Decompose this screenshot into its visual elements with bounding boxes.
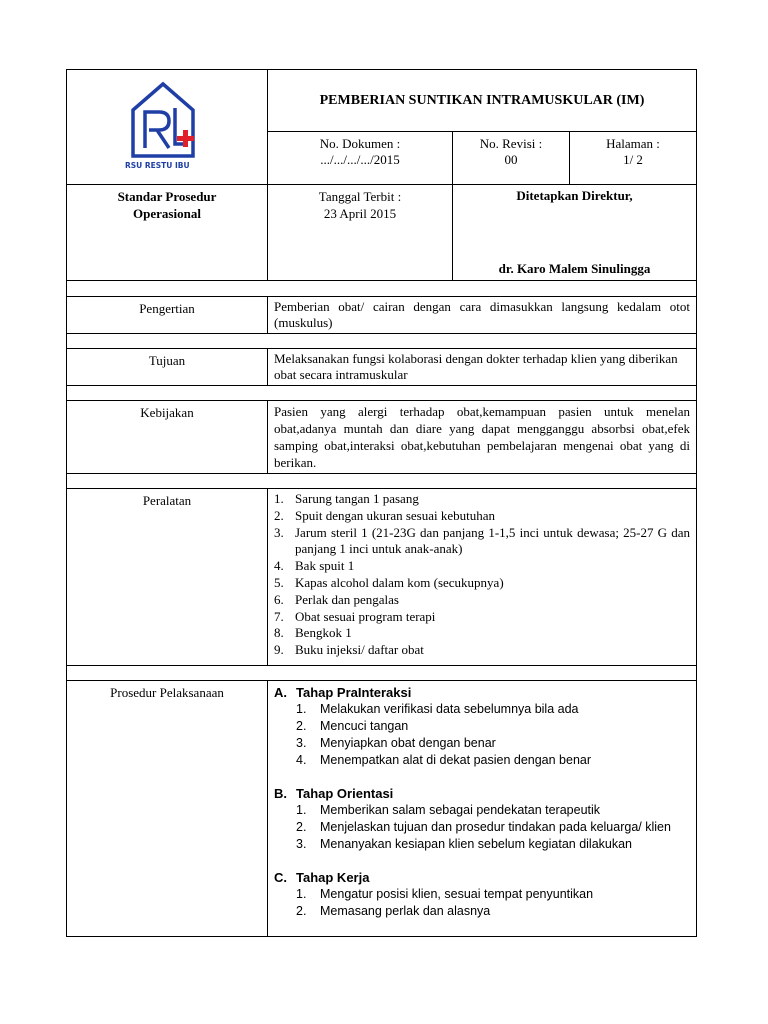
- hospital-logo: [125, 78, 215, 174]
- step-text: Menjelaskan tujuan dan prosedur tindakan pada keluarga/ klien: [320, 820, 671, 834]
- sop-label-line1: Standar Prosedur: [117, 189, 217, 204]
- item-text: Spuit dengan ukuran sesuai kebutuhan: [295, 507, 496, 523]
- sop-document: [66, 69, 696, 937]
- item-text: Kapas alcohol dalam kom (secukupnya): [295, 574, 504, 590]
- prosedur-cell: [268, 681, 697, 937]
- procedure-step: [296, 735, 690, 752]
- no-revisi-label: No. Revisi :: [479, 136, 543, 151]
- tanggal-label: Tanggal Terbit :: [318, 189, 402, 204]
- kebijakan-text: Pasien yang alergi terhadap obat,kemampuan pasien untuk menelan obat,adanya muntah dan diare yang dapat mengganggu absorbsi obat,efek samping obat,interaksi obat,kebutuhan pembelajaran mengenai obat yang di berikan.: [268, 401, 697, 474]
- peralatan-item: [274, 558, 690, 575]
- peralatan-item: [274, 575, 690, 592]
- section-gap: [274, 769, 690, 785]
- item-number: 4.: [274, 558, 284, 574]
- pengertian-label: Pengertian: [67, 297, 268, 334]
- no-dokumen-value: .../.../.../.../2015: [320, 152, 400, 167]
- logo-cell: [67, 70, 268, 185]
- section-title-text: Tahap PraInteraksi: [296, 685, 412, 700]
- section-title: [274, 785, 690, 802]
- step-text: Melakukan verifikasi data sebelumnya bila ada: [320, 702, 579, 716]
- peralatan-item: [274, 525, 690, 559]
- ditetapkan-cell: [453, 185, 697, 281]
- step-text: Menyiapkan obat dengan benar: [320, 736, 496, 750]
- peralatan-list-cell: [268, 489, 697, 666]
- item-text: Bak spuit 1: [295, 558, 355, 574]
- section-title: [274, 869, 690, 886]
- tanggal-value: 23 April 2015: [323, 206, 397, 221]
- item-text: Buku injeksi/ daftar obat: [295, 642, 424, 658]
- step-number: 1.: [296, 887, 307, 901]
- halaman-label: Halaman :: [606, 136, 660, 151]
- section-letter: A.: [274, 685, 287, 700]
- sop-label-cell: [67, 185, 268, 281]
- section-steps: [274, 802, 690, 853]
- pengertian-text: Pemberian obat/ cairan dengan cara dimasukkan langsung kedalam otot (muskulus): [268, 297, 697, 334]
- step-number: 2.: [296, 904, 307, 918]
- tujuan-text: Melaksanakan fungsi kolaborasi dengan dokter terhadap klien yang diberikan obat secara intramuskular: [268, 349, 697, 386]
- procedure-step: [296, 802, 690, 819]
- sop-table: [66, 69, 697, 937]
- prosedur-sections: [274, 684, 690, 920]
- step-text: Menanyakan kesiapan klien sebelum kegiatan dilakukan: [320, 837, 633, 851]
- peralatan-label: Peralatan: [67, 489, 268, 666]
- peralatan-list: [274, 491, 690, 659]
- spacer-row: [67, 334, 697, 349]
- procedure-step: [296, 701, 690, 718]
- procedure-step: [296, 718, 690, 735]
- procedure-step: [296, 903, 690, 920]
- section-letter: C.: [274, 870, 287, 885]
- item-text: Obat sesuai program terapi: [295, 608, 436, 624]
- item-number: 7.: [274, 608, 284, 624]
- halaman-value: 1/ 2: [623, 152, 643, 167]
- item-number: 9.: [274, 642, 284, 658]
- section-steps: [274, 701, 690, 769]
- direktur-name: dr. Karo Malem Sinulingga: [498, 261, 651, 276]
- spacer-row: [67, 281, 697, 297]
- procedure-step: [296, 836, 690, 853]
- peralatan-item: [274, 592, 690, 609]
- step-number: 4.: [296, 753, 307, 767]
- section-gap: [274, 853, 690, 869]
- procedure-step: [296, 819, 690, 836]
- step-number: 1.: [296, 803, 307, 817]
- logo-caption: RSU RESTU IBU: [125, 161, 190, 170]
- halaman-cell: [570, 132, 697, 185]
- peralatan-item: [274, 508, 690, 525]
- step-text: Mencuci tangan: [320, 719, 409, 733]
- peralatan-item: [274, 625, 690, 642]
- item-number: 6.: [274, 591, 284, 607]
- step-text: Memasang perlak dan alasnya: [320, 904, 491, 918]
- no-dokumen-label: No. Dokumen :: [319, 136, 401, 151]
- item-number: 3.: [274, 524, 284, 540]
- ditetapkan-label: Ditetapkan Direktur,: [516, 188, 633, 203]
- item-number: 8.: [274, 625, 284, 641]
- item-text: Jarum steril 1 (21-23G dan panjang 1-1,5 inci untuk dewasa; 25-27 G dan panjang 1 inci untuk anak-anak): [295, 524, 690, 557]
- step-number: 3.: [296, 736, 307, 750]
- section-title-text: Tahap Kerja: [296, 870, 370, 885]
- peralatan-item: [274, 609, 690, 626]
- item-text: Sarung tangan 1 pasang: [295, 491, 419, 506]
- step-text: Menempatkan alat di dekat pasien dengan benar: [320, 753, 592, 767]
- section-letter: B.: [274, 786, 287, 801]
- no-revisi-cell: [453, 132, 570, 185]
- step-text: Mengatur posisi klien, sesuai tempat penyuntikan: [320, 887, 594, 901]
- step-number: 1.: [296, 702, 307, 716]
- step-number: 3.: [296, 837, 307, 851]
- item-number: 1.: [274, 491, 284, 506]
- procedure-step: [296, 886, 690, 903]
- item-number: 5.: [274, 574, 284, 590]
- peralatan-item: [274, 642, 690, 659]
- procedure-step: [296, 752, 690, 769]
- prosedur-label: Prosedur Pelaksanaan: [67, 681, 268, 937]
- section-title-text: Tahap Orientasi: [296, 786, 394, 801]
- kebijakan-label: Kebijakan: [67, 401, 268, 474]
- document-title: PEMBERIAN SUNTIKAN INTRAMUSKULAR (IM): [268, 70, 697, 132]
- section-title: [274, 684, 690, 701]
- tujuan-label: Tujuan: [67, 349, 268, 386]
- section-steps: [274, 886, 690, 920]
- item-text: Perlak dan pengalas: [295, 591, 399, 607]
- spacer-row: [67, 474, 697, 489]
- item-text: Bengkok 1: [295, 625, 352, 641]
- step-number: 2.: [296, 820, 307, 834]
- peralatan-item: [274, 491, 690, 508]
- tanggal-cell: [268, 185, 453, 281]
- sop-label-line2: Operasional: [133, 206, 201, 221]
- spacer-row: [67, 386, 697, 401]
- step-number: 2.: [296, 719, 307, 733]
- item-number: 2.: [274, 507, 284, 523]
- spacer-row: [67, 666, 697, 681]
- no-dokumen-cell: [268, 132, 453, 185]
- step-text: Memberikan salam sebagai pendekatan terapeutik: [320, 803, 601, 817]
- no-revisi-value: 00: [504, 152, 518, 167]
